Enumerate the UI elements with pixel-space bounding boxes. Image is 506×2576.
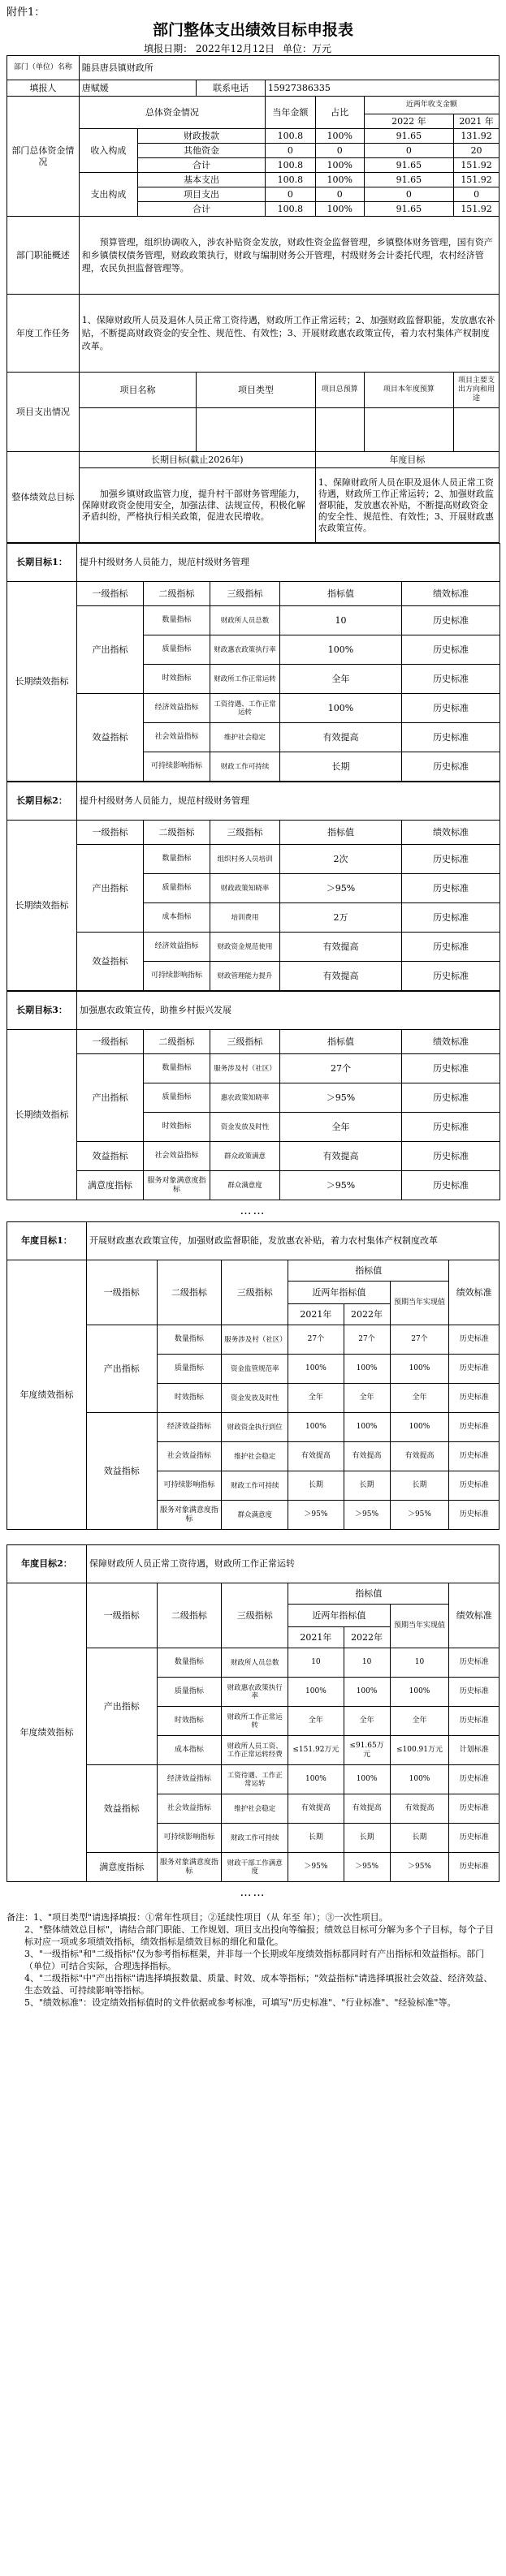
table-row: 可持续影响指标 财政管理能力提升 有效提高 历史标准 (7, 962, 500, 991)
table-header: 二级指标 (157, 1583, 222, 1648)
basic-table (6, 55, 500, 543)
ratio-header: 占比 (315, 97, 364, 129)
table-header: 一级指标 (77, 821, 144, 845)
table-header: 2022年 (344, 1627, 390, 1648)
project-name-header: 项目名称 (79, 373, 197, 408)
project-label: 项目支出情况 (7, 373, 80, 452)
long-goal-text: 加强惠农政策宣传，助推乡村振兴发展 (77, 992, 500, 1030)
notes (6, 1911, 500, 2009)
income-row: 其他资金 0 0 0 20 (7, 144, 500, 158)
table-header: 2021年 (288, 1304, 344, 1325)
note-line: 4、"二级指标"中"产出指标"请选择填报数量、质量、时效、成本等指标；"效益指标"请选择填报社会效益、经济效益、生态效益、可持续影响等指标。 (24, 1973, 493, 1996)
ellipsis: …… (240, 1886, 266, 1899)
annual-tasks-text: 1、保障财政所人员及退休人员正常工资待遇，财政所工作正常运转；2、加强财政监督职能，发放惠农补贴，不断提高财政资金的安全性、规范性、有效性；3、开展财政惠农政策宣传，着力农村集体产权制度改革。 (79, 295, 499, 373)
table-row: 质量指标 财政惠农政策执行率 100% 历史标准 (7, 635, 500, 665)
expense-row: 支出构成 基本支出 100.8 100% 91.65 151.92 (7, 173, 500, 187)
table-row: 质量指标 资金监管规范率 100% 100% 100% 历史标准 (7, 1355, 500, 1384)
duty-label: 部门职能概述 (7, 217, 80, 295)
filler-value: 唐赋媛 (79, 80, 197, 97)
current-amount-header: 当年金额 (265, 97, 315, 129)
fill-date: 填报日期： 2022年12月12日 (144, 42, 275, 54)
phone-label: 联系电话 (197, 80, 266, 97)
filler-label: 填报人 (7, 80, 80, 97)
dept-label: 部门（单位）名称 (7, 56, 80, 80)
expense-row: 项目支出 0 0 0 0 (7, 187, 500, 202)
table-row: 效益指标 经济效益指标 工资待遇、工作正常运转 100% 100% 100% 历史标准 (7, 1765, 500, 1794)
subtitle-line (6, 41, 500, 55)
year-2022-header: 2022 年 (364, 114, 453, 129)
long-goal-label: 长期目标2： (7, 782, 77, 821)
long-goal-label: 长期目标3： (7, 992, 77, 1030)
long-goal-text: 加强乡镇财政监管力度，提升村干部财务管理能力，保障财政资金使用安全，加强法律、法规宣传，积极化解矛盾纠纷，严格执行相关政策，促进农民增收。 (79, 468, 315, 543)
table-header: 三级指标 (210, 821, 280, 845)
table-row: 质量指标 财政政策知晓率 ＞95% 历史标准 (7, 874, 500, 903)
table-row: 产出指标 数量指标 服务涉及村（社区） 27个 历史标准 (7, 1054, 500, 1083)
project-total-header: 项目总预算 (315, 373, 364, 408)
table-row: 社会效益指标 维护社会稳定 有效提高 有效提高 有效提高 历史标准 (7, 1794, 500, 1824)
table-header: 近两年指标值 (288, 1282, 390, 1304)
table-header: 指标值 (288, 1260, 449, 1282)
table-row: 时效指标 财政所工作正常运转 全年 全年 全年 历史标准 (7, 1707, 500, 1736)
income-row: 收入构成 财政拨款 100.8 100% 91.65 131.92 (7, 129, 500, 144)
table-header: 一级指标 (86, 1260, 157, 1325)
table-row: 产出指标 数量指标 财政所人员总数 10 10 10 历史标准 (7, 1648, 500, 1678)
expense-row: 合计 100.8 100% 91.65 151.92 (7, 202, 500, 217)
table-header: 绩效标准 (402, 1030, 500, 1054)
table-row: 质量指标 财政惠农政策执行率 100% 100% 100% 历史标准 (7, 1678, 500, 1707)
annual-goal-side-label: 年度绩效指标 (7, 1583, 87, 1882)
table-row: 效益指标 社会效益指标 群众政策满意 有效提高 历史标准 (7, 1142, 500, 1171)
table-header: 三级指标 (210, 582, 280, 606)
annual-goal-text: 保障财政所人员正常工资待遇，财政所工作正常运转 (86, 1545, 499, 1583)
table-header: 一级指标 (77, 582, 144, 606)
table-row: 效益指标 经济效益指标 财政资金执行到位 100% 100% 100% 历史标准 (7, 1413, 500, 1442)
long-goal-side-label: 长期绩效指标 (7, 1030, 77, 1200)
income-label: 收入构成 (79, 129, 137, 173)
table-row: 可持续影响指标 财政工作可持续 长期 历史标准 (7, 752, 500, 782)
table-row: 效益指标 经济效益指标 财政资金规范使用 有效提高 历史标准 (7, 933, 500, 962)
table-header: 绩效标准 (402, 582, 500, 606)
table-row: 时效指标 资金发放及时性 全年 历史标准 (7, 1113, 500, 1142)
table-header: 一级指标 (77, 1030, 144, 1054)
table-header: 近两年指标值 (288, 1605, 390, 1627)
dept-value: 随县唐县镇财政所 (79, 56, 499, 80)
expense-label: 支出构成 (79, 173, 137, 217)
attachment-label: 附件1： (6, 6, 45, 19)
annual-goal-table (6, 1221, 500, 1530)
table-header: 指标值 (280, 821, 402, 845)
table-header: 指标值 (288, 1583, 449, 1605)
table-row: 时效指标 财政所工作正常运转 全年 历史标准 (7, 665, 500, 694)
table-header: 三级指标 (222, 1583, 288, 1648)
table-row: 社会效益指标 维护社会稳定 有效提高 有效提高 有效提高 历史标准 (7, 1442, 500, 1471)
duty-text: 预算管理，组织协调收入，涉农补贴资金发放，财政性资金监督管理，乡镇整体财务管理，国有资产和乡镇债权债务管理，财政政策执行，财政与编制财务公开管理，村级财务会计委托代理，农村经济管理，农民负担监督管理等。 (79, 217, 499, 295)
table-header: 绩效标准 (449, 1583, 500, 1648)
form-page (6, 0, 500, 2009)
annual-goal-side-label: 年度绩效指标 (7, 1260, 87, 1530)
table-row: 社会效益指标 维护社会稳定 有效提高 历史标准 (7, 723, 500, 752)
long-goal-header: 长期目标(截止2026年) (79, 452, 315, 468)
note-line: 备注：1、"项目类型"请选择填报：①常年性项目；②延续性项目（从 年至 年）；③一次性项目。 (6, 1912, 388, 1923)
table-row: 时效指标 资金发放及时性 全年 全年 全年 历史标准 (7, 1384, 500, 1413)
long-goal-side-label: 长期绩效指标 (7, 821, 77, 991)
project-content-header: 项目主要支出方向和用途 (454, 373, 500, 408)
note-line: 5、"绩效标准"：设定绩效指标值时的文件依据或参考标准，可填写"历史标准"、"行业标准"、"经验标准"等。 (24, 1997, 456, 2008)
table-header: 三级指标 (222, 1260, 288, 1325)
note-line: 2、"整体绩效总目标"，请结合部门职能、工作规划、项目支出投向等编报；绩效总目标可分解为多个子目标，每个子目标对应一项或多项绩效指标，绩效指标是绩效目标的细化和量化。 (24, 1924, 495, 1947)
funds-section-label: 部门总体资金情况 (7, 97, 80, 217)
table-header: 二级指标 (144, 582, 210, 606)
overall-goal-label: 整体绩效总目标 (7, 452, 80, 543)
overall-funds-label: 总体资金情况 (79, 97, 265, 129)
annual-goal-label: 年度目标1： (7, 1222, 87, 1260)
table-header: 指标值 (280, 582, 402, 606)
long-goal-text: 提升村级财务人员能力，规范村级财务管理 (77, 544, 500, 582)
annual-goal-header: 年度目标 (315, 452, 499, 468)
table-header: 2021年 (288, 1627, 344, 1648)
income-row: 合计 100.8 100% 91.65 151.92 (7, 158, 500, 173)
long-goal-side-label: 长期绩效指标 (7, 582, 77, 782)
unit-label: 单位：万元 (283, 42, 332, 54)
table-row: 效益指标 经济效益指标 工资待遇、工作正常运转 100% 历史标准 (7, 694, 500, 723)
table-row: 可持续影响指标 财政工作可持续 长期 长期 长期 历史标准 (7, 1824, 500, 1853)
table-row: 满意度指标 服务对象满意度指标 财政干部工作满意度 ＞95% ＞95% ＞95% 历史标准 (7, 1853, 500, 1882)
table-row: 产出指标 数量指标 组织村务人员培训 2次 历史标准 (7, 845, 500, 874)
table-row: 服务对象满意度指标 群众满意度 ＞95% ＞95% ＞95% 历史标准 (7, 1501, 500, 1530)
recent-income-header: 近两年收支金额 (364, 97, 499, 114)
ellipsis: …… (240, 1204, 266, 1217)
table-row: 产出指标 数量指标 财政所人员总数 10 历史标准 (7, 606, 500, 635)
note-line: 3、"一级指标"和"二级指标"仅为参考指标框架，并非每一个长期或年度绩效指标都同时有产出指标和效益指标。部门（单位）可结合实际，合理选择指标。 (24, 1949, 485, 1971)
table-header: 预期当年实现值 (390, 1605, 449, 1648)
table-header: 二级指标 (144, 1030, 210, 1054)
table-row: 可持续影响指标 财政工作可持续 长期 长期 长期 历史标准 (7, 1471, 500, 1501)
year-2021-header: 2021 年 (454, 114, 500, 129)
phone-value: 15927386335 (265, 80, 499, 97)
table-header: 指标值 (280, 1030, 402, 1054)
table-header: 绩效标准 (449, 1260, 500, 1325)
long-goal-text: 提升村级财务人员能力，规范村级财务管理 (77, 782, 500, 821)
long-goal-table (6, 543, 500, 782)
long-goal-table (6, 782, 500, 991)
annual-goal-text: 1、保障财政所人员在职及退休人员正常工资待遇，财政所工作正常运转；2、加强财政监督职能，发放惠农补贴，不断提高财政资金的安全性、规范性、有效性；3、开展财政惠农政策宣传。 (315, 468, 499, 543)
project-annual-header: 项目本年度预算 (364, 373, 453, 408)
annual-goal-text: 开展财政惠农政策宣传，加强财政监督职能，发放惠农补贴，着力农村集体产权制度改革 (86, 1222, 499, 1260)
table-header: 绩效标准 (402, 821, 500, 845)
table-header: 三级指标 (210, 1030, 280, 1054)
table-header: 二级指标 (144, 821, 210, 845)
annual-tasks-label: 年度工作任务 (7, 295, 80, 373)
page-title: 部门整体支出绩效目标申报表 (152, 21, 353, 39)
table-header: 二级指标 (157, 1260, 222, 1325)
table-row: 产出指标 数量指标 服务涉及村（社区） 27个 27个 27个 历史标准 (7, 1325, 500, 1355)
table-header: 2022年 (344, 1304, 390, 1325)
long-goal-label: 长期目标1： (7, 544, 77, 582)
project-type-header: 项目类型 (197, 373, 316, 408)
table-row: 成本指标 财政所人员工资、工作正常运转经费 ≤151.92万元 ≤91.65万元 ≤100.91万元 计划标准 (7, 1736, 500, 1765)
table-header: 预期当年实现值 (390, 1282, 449, 1325)
long-goal-table (6, 991, 500, 1200)
annual-goal-label: 年度目标2： (7, 1545, 87, 1583)
annual-goal-table (6, 1544, 500, 1882)
table-header: 一级指标 (86, 1583, 157, 1648)
table-row: 成本指标 培训费用 2万 历史标准 (7, 903, 500, 933)
table-row: 质量指标 惠农政策知晓率 ＞95% 历史标准 (7, 1083, 500, 1113)
table-row: 满意度指标 服务对象满意度指标 群众满意度 ＞95% 历史标准 (7, 1171, 500, 1200)
